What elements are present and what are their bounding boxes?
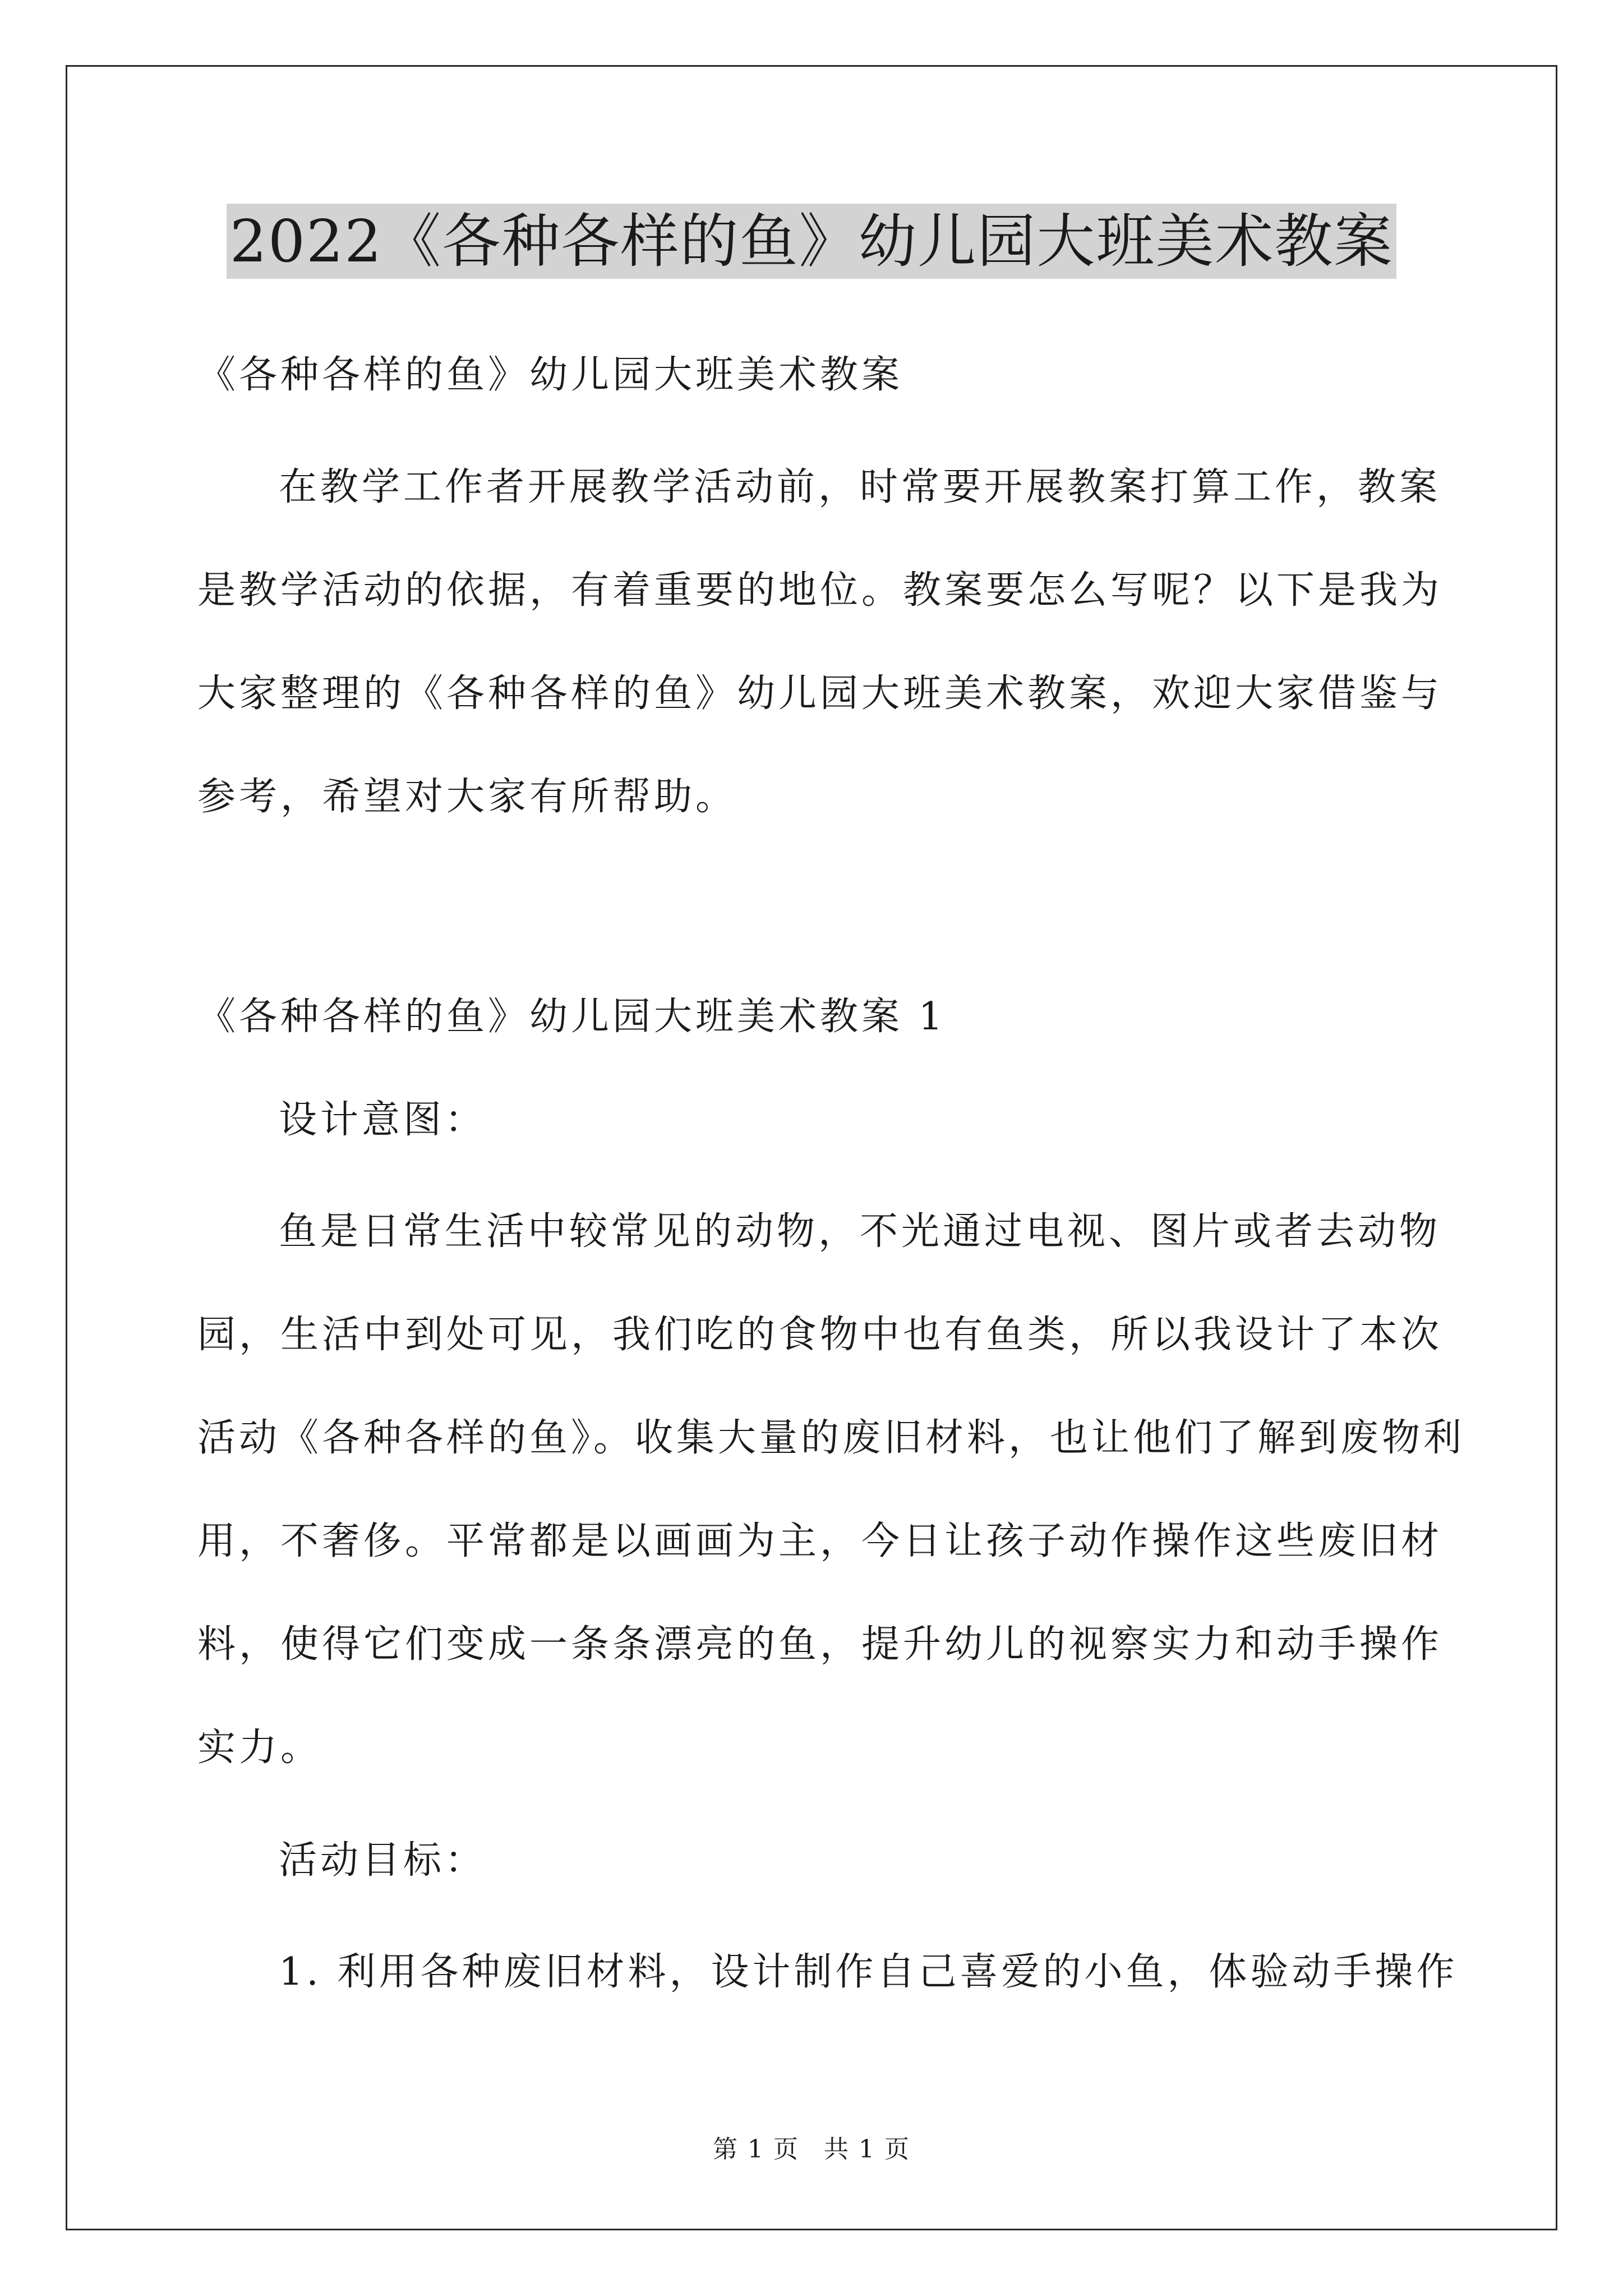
page-footer bbox=[0, 2133, 1623, 2166]
design-paragraph-line-3: 活动《各种各样的鱼》。收集大量的废旧材料，也让他们了解到废物利 bbox=[197, 1416, 1465, 1460]
intro-paragraph-line-2: 是教学活动的依据，有着重要的地位。教案要怎么写呢？以下是我为 bbox=[197, 568, 1443, 613]
design-intent-label: 设计意图： bbox=[279, 1098, 487, 1142]
section-heading: 《各种各样的鱼》幼儿园大班美术教案 1 bbox=[197, 995, 946, 1039]
activity-goals-label: 活动目标： bbox=[279, 1838, 487, 1883]
design-paragraph-line-4: 用，不奢侈。平常都是以画画为主，今日让孩子动作操作这些废旧材 bbox=[197, 1519, 1443, 1563]
document-title bbox=[0, 203, 1623, 279]
design-paragraph-line-5: 料，使得它们变成一条条漂亮的鱼，提升幼儿的视察实力和动手操作 bbox=[197, 1622, 1443, 1667]
intro-paragraph-line-1: 在教学工作者开展教学活动前，时常要开展教案打算工作，教案 bbox=[279, 465, 1441, 509]
page-total: 共 1 页 bbox=[824, 2135, 910, 2164]
goal-item-1: 1. 利用各种废旧材料，设计制作自己喜爱的小鱼，体验动手操作 bbox=[279, 1950, 1458, 1994]
intro-paragraph-line-3: 大家整理的《各种各样的鱼》幼儿园大班美术教案，欢迎大家借鉴与 bbox=[197, 671, 1443, 716]
subtitle-line: 《各种各样的鱼》幼儿园大班美术教案 bbox=[197, 353, 903, 397]
document-title-text: 2022《各种各样的鱼》幼儿园大班美术教案 bbox=[227, 204, 1397, 279]
design-paragraph-line-2: 园，生活中到处可见，我们吃的食物中也有鱼类，所以我设计了本次 bbox=[197, 1313, 1443, 1357]
design-paragraph-line-6: 实力。 bbox=[197, 1726, 322, 1770]
page-number: 第 1 页 bbox=[713, 2135, 799, 2164]
design-paragraph-line-1: 鱼是日常生活中较常见的动物，不光通过电视、图片或者去动物 bbox=[279, 1209, 1441, 1254]
intro-paragraph-line-4: 参考，希望对大家有所帮助。 bbox=[197, 775, 737, 819]
